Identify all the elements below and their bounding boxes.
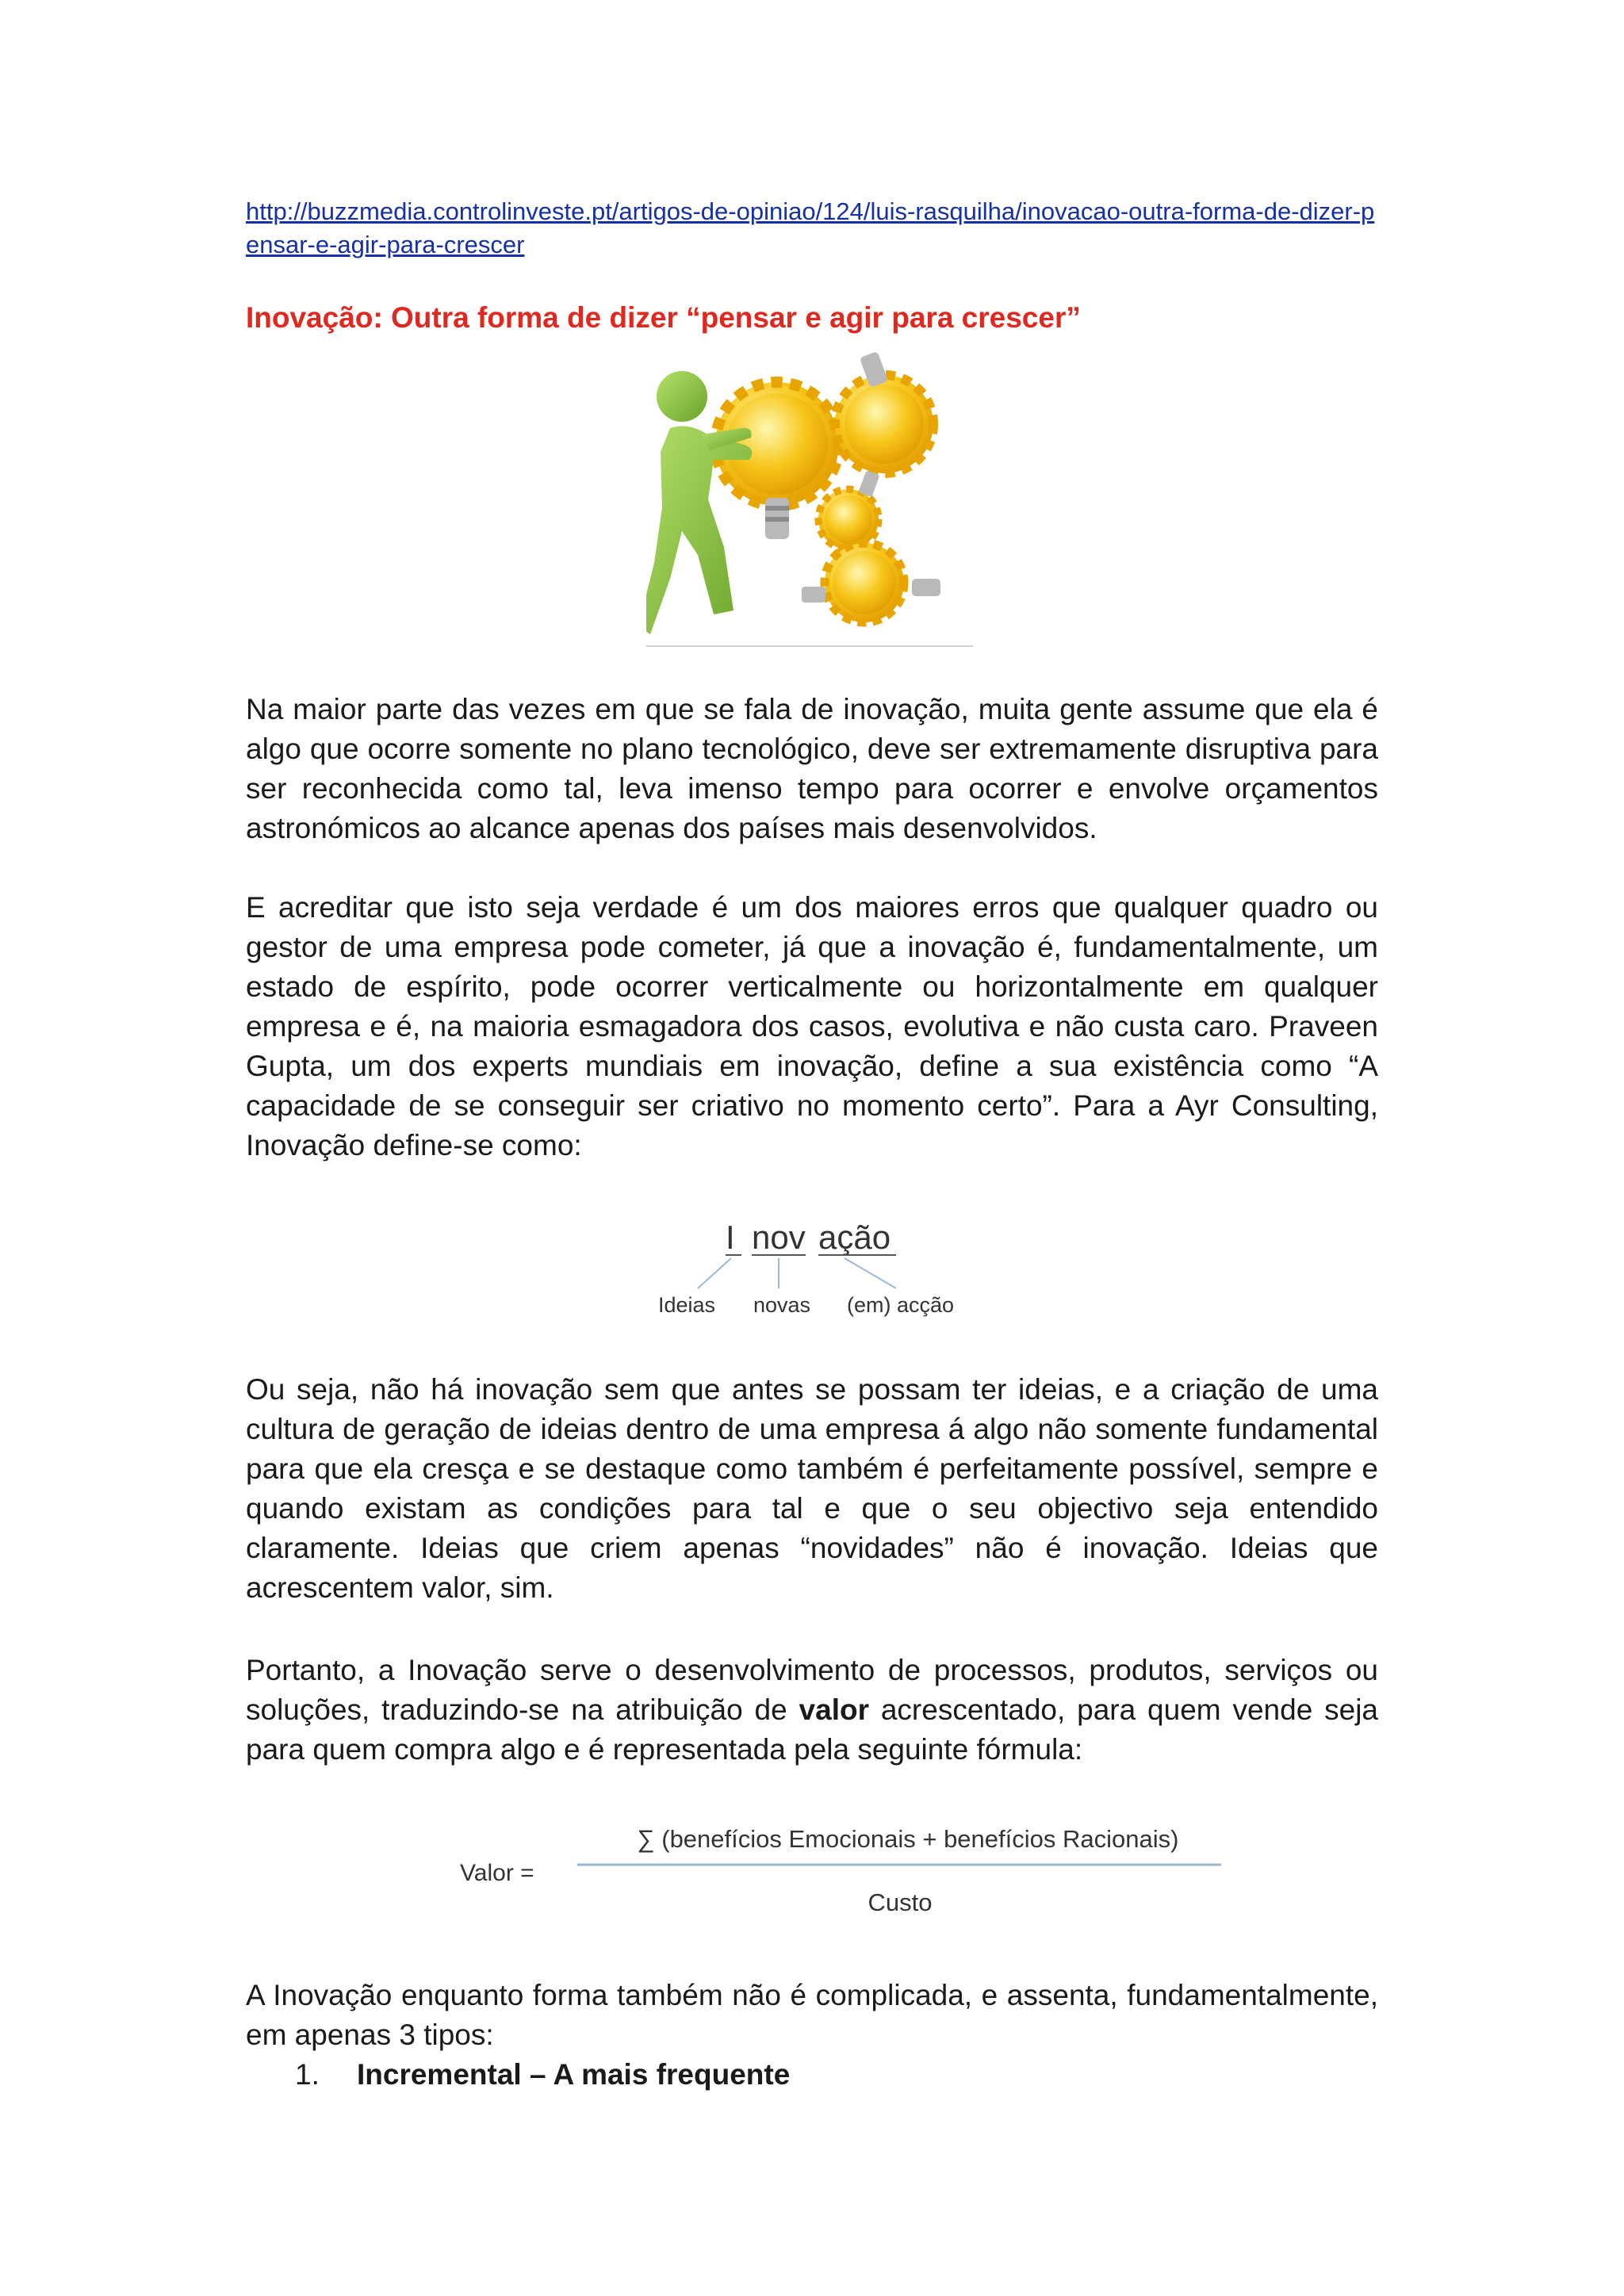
value-formula xyxy=(460,1816,1221,1927)
diagram-part-i: I xyxy=(726,1219,735,1256)
paragraph-4-bold-valor: valor xyxy=(799,1693,869,1726)
illustration-base-line xyxy=(646,645,973,647)
diagram-label-em-accao: (em) acção xyxy=(847,1293,955,1317)
paragraph-4 xyxy=(246,1651,1378,1770)
article-title: Inovação: Outra forma de dizer “pensar e agir para crescer” xyxy=(246,301,1081,334)
diagram-label-novas: novas xyxy=(753,1293,811,1317)
inovacao-word-diagram xyxy=(642,1209,991,1336)
paragraph-5: A Inovação enquanto forma também não é complicada, e assenta, fundamentalmente, em apenas 3 tipos: xyxy=(246,1979,1378,2051)
formula-denominator: Custo xyxy=(868,1888,933,1916)
diagram-part-acao: ação xyxy=(818,1219,891,1256)
list-item-number: 1. xyxy=(295,2058,320,2091)
formula-lhs: Valor = xyxy=(460,1860,534,1886)
paragraph-4-text-after: acrescentado, para quem vende seja para quem compra algo e é representada pela seguinte fórmula: xyxy=(246,1693,1379,1766)
paragraph-2: E acreditar que isto seja verdade é um dos maiores erros que qualquer quadro ou gestor de uma empresa pode cometer, já que a inovação é, fundamentalmente, um estado de espírito, pode ocorrer verticalmente ou horizontalmente em qualquer empresa e é, na maioria esmagadora dos casos, evolutiva e não custa caro. Praveen Gupta, um dos experts mundiais em inovação, define a sua existência como “A capacidade de se conseguir ser criativo no momento certo”. Para a Ayr Consulting, Inovação define-se como: xyxy=(246,891,1378,1161)
paragraph-1: Na maior parte das vezes em que se fala de inovação, muita gente assume que ela é algo que ocorre somente no plano tecnológico, deve ser extremamente disruptiva para ser reconhecida como tal, leva imenso tempo para ocorrer e envolve orçamentos astronómicos ao alcance apenas dos países mais desenvolvidos. xyxy=(246,693,1378,844)
gear-bottom-icon xyxy=(802,543,940,622)
gear-top-right-icon xyxy=(835,351,933,473)
paragraph-3: Ou seja, não há inovação sem que antes se possam ter ideias, e a criação de uma cultura de geração de ideias dentro de uma empresa á algo não somente fundamental para que ela cresça e se destaque como também é perfeitamente possível, sempre e quando existam as condições para tal e que o seu objectivo seja entendido claramente. Ideias que criem apenas “novidades” não é inovação. Ideias que acrescentem valor, sim. xyxy=(246,1373,1378,1604)
diagram-label-ideias: Ideias xyxy=(658,1293,716,1317)
formula-numerator: ∑ (benefícios Emocionais + benefícios Racionais) xyxy=(637,1825,1179,1853)
list-item-text: Incremental – A mais frequente xyxy=(357,2058,791,2091)
innovation-gears-illustration xyxy=(646,349,979,650)
list-item xyxy=(295,2055,1326,2095)
diagram-part-nov: nov xyxy=(752,1219,806,1256)
paragraph-4-text-before: Portanto, a Inovação serve o desenvolvimento de processos, produtos, serviços ou soluções, traduzindo-se na atribuição de xyxy=(246,1654,1378,1726)
source-link[interactable]: http://buzzmedia.controlinveste.pt/artigos-de-opiniao/124/luis-rasquilha/inovacao-outra-forma-de-dizer-pensar-e-agir-para-crescer xyxy=(246,197,1375,258)
